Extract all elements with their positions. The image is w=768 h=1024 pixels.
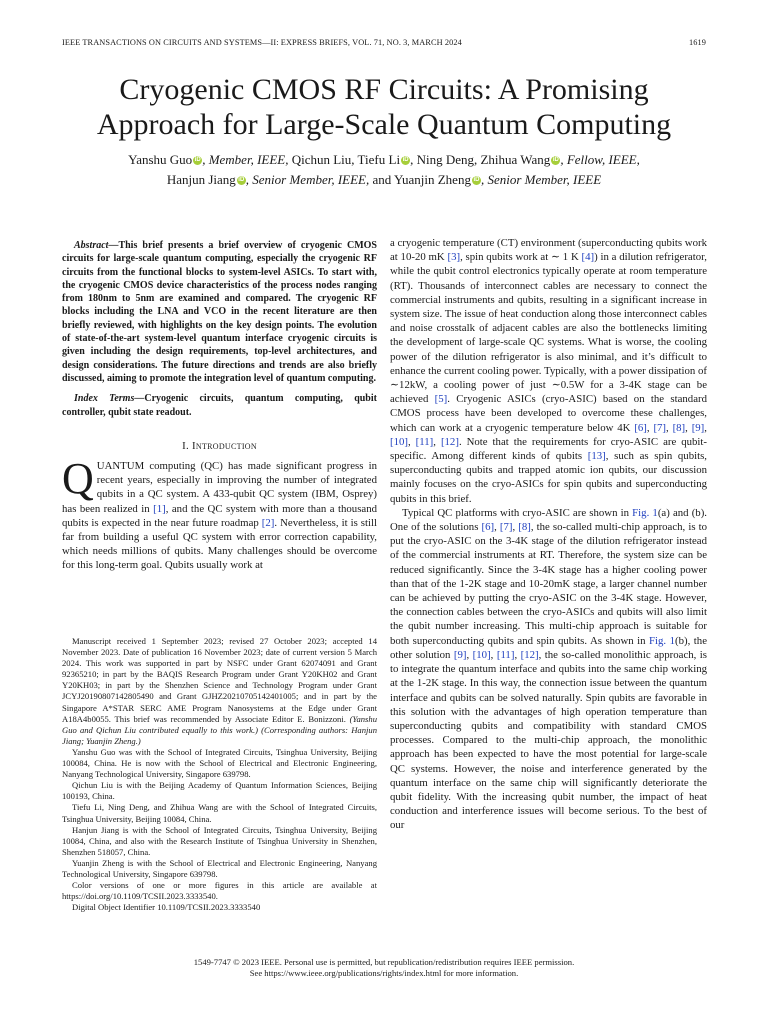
author-role: , Fellow, IEEE, xyxy=(560,152,640,167)
text-run: , and the QC system with more than a thousand qubits is expected in the near future roadmap xyxy=(62,502,377,529)
text-run: , the so-called multi-chip approach, is to put the cryo-ASIC on the 3-4K stage of the dilution refrigerator instead of the commercial instruments at RT. Therefore, the system size can be reduced significantly. Since the 3-4K stage has a higher cooling power than that of the 1-2K stage and 10-20mK stage, a larger channel number can be achieved by putting the cryo-ASIC on the 3-4K stage. However, the connection cables between the cryo-ASICs and qubits will also limit the qubit number increasing. This multi-chip approach is suitable for both superconducting qubits and spin qubits. As shown in xyxy=(390,521,707,647)
section-number: I. xyxy=(182,439,189,452)
citation-link[interactable]: [9] xyxy=(691,421,705,434)
page-number: 1619 xyxy=(689,38,706,47)
text-run: (b), the other solution xyxy=(390,634,707,661)
text-run: Typical QC platforms with cryo-ASIC are shown in xyxy=(402,506,633,519)
citation-link[interactable]: [6] xyxy=(634,421,647,434)
footnote: Color versions of one or more figures in this article are available at https://doi.org/10.1109/TCSII.2023.3333540. xyxy=(62,880,377,902)
author-name: , Ning Deng, Zhihua Wang xyxy=(410,152,551,167)
title-line-2: Approach for Large-Scale Quantum Computing xyxy=(96,108,672,141)
text-run: (a) and (b). One of the solutions xyxy=(390,506,707,534)
author-name: Yanshu Guo xyxy=(128,152,193,167)
text-run: . Nevertheless, it is still far from building a useful QC system with error correction capability, which needs millions of qubits. Many challenges should be overcome for this long-term goal. Qubits usually work at xyxy=(62,516,378,572)
abstract-text: This brief presents a brief overview of cryogenic CMOS circuits for large-scale quantum computing, especially the cryogenic RF circuits from the functional blocks to system-level ASICs. To start with, the cryogenic CMOS device characteristics of the process nodes ranging from 180nm to 5nm are examined and compared. The cryogenic RF blocks including the LNA and VCO in the recent literature are then briefly reviewed, with highlights on the key design points. The evolution of state-of-the-art system-level quantum interface cryogenic circuits is given including the design requirements, top-level architectures, and design considerations. The future directions and trends are also briefly discussed, aiming to promote the integration level of quantum computing. xyxy=(62,240,377,384)
running-header xyxy=(62,38,706,47)
footnote-text: Manuscript received 1 September 2023; revised 27 October 2023; accepted 14 November 2023. Date of publication 16 November 2023; date of current version 5 March 2024. This work was supported in part by NSFC under Grant 62074091 and Grant 92365210; in part by the BAQIS Research Program under Grant Y20KH02 and Grant Y20KH03; in part by the Shenzhen Science and Technology Program under Grant JCYJ20190807142805490 and Grant GJHZ20210705142401005; and in part by the Singapore A*STAR SERC AME Program Nanosystems at the Edge under Grant A18A4b0055. This brief was recommended by Associate Editor E. Bonizzoni. xyxy=(62,636,377,724)
text-run: ) in a dilution refrigerator, while the qubit control electronics typically operate at room temperature (RT). Thousands of interconnect cables are necessary to connect the commercial instruments and qubits, resulting in a significant increase in system size. The issue of heat conduction along those interconnect cables and noise crosstalk of adjacent cables are also the bottlenecks limiting the development of large-scale QC systems. What is worse, the cooling power of the dilution refrigerator is also minimal, and it’s difficult to enhance the current cooling power. Typically, with a power dissipation of ∼12kW, a cooling power of just ∼0.5W for a 3-4K stage can be achieved xyxy=(390,251,707,406)
citation-link[interactable]: [7] xyxy=(653,421,667,434)
citation-link[interactable]: [5] xyxy=(434,393,448,406)
author-name: and Yuanjin Zheng xyxy=(372,172,471,187)
title-line-1: Cryogenic CMOS RF Circuits: A Promising xyxy=(119,73,649,106)
footnote: Qichun Liu is with the Beijing Academy of Quantum Information Sciences, Beijing 100193, China. xyxy=(62,780,377,802)
citation-link[interactable]: [9] xyxy=(453,648,467,661)
section-heading xyxy=(62,439,377,453)
text-run: . Note that the requirements for cryo-ASIC are qubit-specific. Among different kinds of qubits xyxy=(390,435,707,463)
citation-link[interactable]: [8] xyxy=(672,421,686,434)
footnote: Yuanjin Zheng is with the School of Electrical and Electronic Engineering, Nanyang Technological University, Singapore 639798. xyxy=(62,857,377,879)
text-run: , such as spin qubits, superconducting qubits and trapped atomic ion qubits, our discussion mainly focuses on the cryo-ASICs for spin qubits and superconducting qubits in this brief. xyxy=(390,450,707,505)
text-run: , spin qubits work at ∼ 1 K xyxy=(460,251,582,264)
citation-link[interactable]: [3] xyxy=(447,251,461,264)
paper-title xyxy=(40,72,728,142)
author-name: Qichun Liu, Tiefu Li xyxy=(291,152,401,167)
text-run: UANTUM computing (QC) has made significant progress in recent years, especially in improving the number of integrated qubits in a QC system. A 433-qubit QC system (IBM, Osprey) has been realized in xyxy=(62,460,377,515)
copyright-line: 1549-7747 © 2023 IEEE. Personal use is permitted, but republication/redistribution requires IEEE permission. xyxy=(193,957,575,967)
intro-paragraph xyxy=(62,454,378,573)
citation-link[interactable]: [13] xyxy=(587,450,606,463)
text-run: . Cryogenic ASICs (cryo-ASIC) based on the standard CMOS process have been developed to overcome these challenges, which can work at a cryogenic temperature below 4K xyxy=(390,393,707,434)
footnotes xyxy=(62,636,377,913)
footnote-italic: (Yanshu Guo and Qichun Liu contributed equally to this work.) (Corresponding authors: Hanjun Jiang; Yuanjin Zheng.) xyxy=(62,713,377,746)
footnote: Digital Object Identifier 10.1109/TCSII.2023.3333540 xyxy=(72,902,261,913)
body-paragraph: a cryogenic temperature (CT) environment (superconducting qubits work at 10-20 mK [3], spin qubits work at ∼ 1 K [4]) in a dilution refrigerator, while the qubit control electronics typically operate at room temperature (RT). Thousands of interconnect cables are necessary to connect the commercial instruments and qubits, resulting in a significant increase in system size. The issue of heat conduction along those interconnect cables and noise crosstalk of adjacent cables are also the bottlenecks limiting the development of large-scale QC systems. What is worse, the cooling power of the dilution refrigerator is also minimal, and it’s difficult to enhance the current cooling power. Typically, with a power dissipation of ∼12kW, a cooling power of just ∼0.5W for a 3-4K stage can be achieved [5]. Cryogenic ASICs (cryo-ASIC) based on the standard CMOS process have been developed to overcome these challenges, which can work at a cryogenic temperature below 4K [6], [7], [8], [9], [10], [11], [12]. Note that the requirements for cryo-ASIC are qubit-specific. Among different kinds of qubits [13], such as spin qubits, superconducting qubits and trapped atomic ion qubits, our discussion mainly focuses on the cryo-ASICs for spin qubits and superconducting qubits in this brief. xyxy=(390,237,707,505)
figure-link[interactable]: Fig. 1 xyxy=(649,634,676,647)
author-name: Hanjun Jiang xyxy=(166,172,236,187)
orcid-icon[interactable]: iD xyxy=(552,157,559,163)
orcid-icon[interactable]: iD xyxy=(473,177,480,183)
index-terms xyxy=(62,392,377,419)
text-run: a cryogenic temperature (CT) environment (superconducting qubits work at 10-20 mK xyxy=(390,237,707,264)
index-terms-label: Index Terms— xyxy=(74,393,145,405)
abstract-label: Abstract— xyxy=(74,240,119,251)
copyright-footer xyxy=(40,957,728,979)
orcid-icon[interactable]: iD xyxy=(238,177,245,183)
citation-link[interactable]: [10] xyxy=(390,435,408,448)
footnote: Hanjun Jiang is with the School of Integrated Circuits, Tsinghua University, Beijing 10084, China, and also with the Research Institute of Tsinghua University in Shenzhen, Shenzhen 518057, China. xyxy=(62,824,377,857)
orcid-icon[interactable]: iD xyxy=(402,157,409,163)
abstract xyxy=(62,239,377,385)
left-column xyxy=(62,239,377,573)
citation-link[interactable]: [11] xyxy=(496,648,515,661)
journal-name: IEEE TRANSACTIONS ON CIRCUITS AND SYSTEMS—II: EXPRESS BRIEFS, VOL. 71, NO. 3, MARCH 2024 xyxy=(62,38,462,47)
right-column xyxy=(390,236,707,833)
footnote: Yanshu Guo was with the School of Integrated Circuits, Tsinghua University, Beijing 100084, China. He is now with the School of Electrical and Electronic Engineering, Nanyang Technological University, Singapore 639798. xyxy=(62,746,377,780)
rights-line: See https://www.ieee.org/publications/rights/index.html for more information. xyxy=(249,968,519,978)
orcid-icon[interactable]: iD xyxy=(194,157,201,163)
citation-link[interactable]: [11] xyxy=(415,435,434,448)
footnote xyxy=(62,636,377,747)
drop-cap: Q xyxy=(62,454,94,504)
citation-link[interactable]: [10] xyxy=(472,648,491,661)
citation-link[interactable]: [7] xyxy=(499,521,513,534)
index-terms-text: Cryogenic circuits, quantum computing, qubit controller, qubit state readout. xyxy=(62,393,377,418)
citation-link[interactable]: [2] xyxy=(261,516,275,529)
author-role: , Member, IEEE, xyxy=(202,152,289,167)
citation-link[interactable]: [12] xyxy=(520,648,539,661)
figure-link[interactable]: Fig. 1 xyxy=(632,506,658,519)
citation-link[interactable]: [1] xyxy=(153,502,166,515)
citation-link[interactable]: [6] xyxy=(481,521,495,534)
author-role: , Senior Member, IEEE xyxy=(480,172,602,187)
citation-link[interactable]: [4] xyxy=(581,251,595,264)
author-list xyxy=(40,150,728,190)
section-title: Introduction xyxy=(191,439,257,452)
text-run: , the so-called monolithic approach, is to integrate the quantum interface and qubits into the same chip working at the 1-2K stage. In this way, the connection issue between the quantum interface and qubits can be solved naturally. Spin qubits are favorable in this solution with the advantages of high operation temperature than superconducting qubits and compatibility with standard CMOS processes. Compared to the multi-chip approach, the monolithic approach has been expected to have the most potential for large-scale QC systems. However, the noise and interference generated by the quantum interface on the same chip will significantly deteriorate the qubit fidelity. With the increasing qubit number, the impact of heat conduction and interference issues will become serious. To the best of our xyxy=(390,648,708,832)
body-paragraph: Typical QC platforms with cryo-ASIC are shown in Fig. 1(a) and (b). One of the solutions [6], [7], [8], the so-called multi-chip approach, is to put the cryo-ASIC on the 3-4K stage of the dilution refrigerator instead of the commercial instruments at RT. Therefore, the system size can be reduced significantly. Since the 3-4K stage has a higher cooling power than that of the 1-2K stage and 10-20mK stage, a larger channel number can be achieved by putting the cryo-ASIC on the 3-4K stage. However, the connection cables between the cryo-ASICs and qubits will also limit the qubit number increasing. This multi-chip approach is suitable for both superconducting qubits and spin qubits. As shown in Fig. 1(b), the other solution [9], [10], [11], [12], the so-called monolithic approach, is to integrate the quantum interface and qubits into the same chip working at the 1-2K stage. In this way, the connection issue between the quantum interface and qubits can be solved naturally. Spin qubits are favorable in this solution with the advantages of high operation temperature than superconducting qubits and compatibility with standard CMOS processes. Compared to the multi-chip approach, the monolithic approach has been expected to have the most potential for large-scale QC systems. However, the noise and interference generated by the quantum interface on the same chip will significantly deteriorate the qubit fidelity. With the increasing qubit number, the impact of heat conduction and interference issues will become serious. To the best of our xyxy=(390,506,708,832)
author-role: , Senior Member, IEEE, xyxy=(245,172,370,187)
footnote: Tiefu Li, Ning Deng, and Zhihua Wang are with the School of Integrated Circuits, Tsinghua University, Beijing 10084, China. xyxy=(62,802,377,824)
citation-link[interactable]: [8] xyxy=(518,521,531,534)
citation-link[interactable]: [12] xyxy=(440,435,459,448)
